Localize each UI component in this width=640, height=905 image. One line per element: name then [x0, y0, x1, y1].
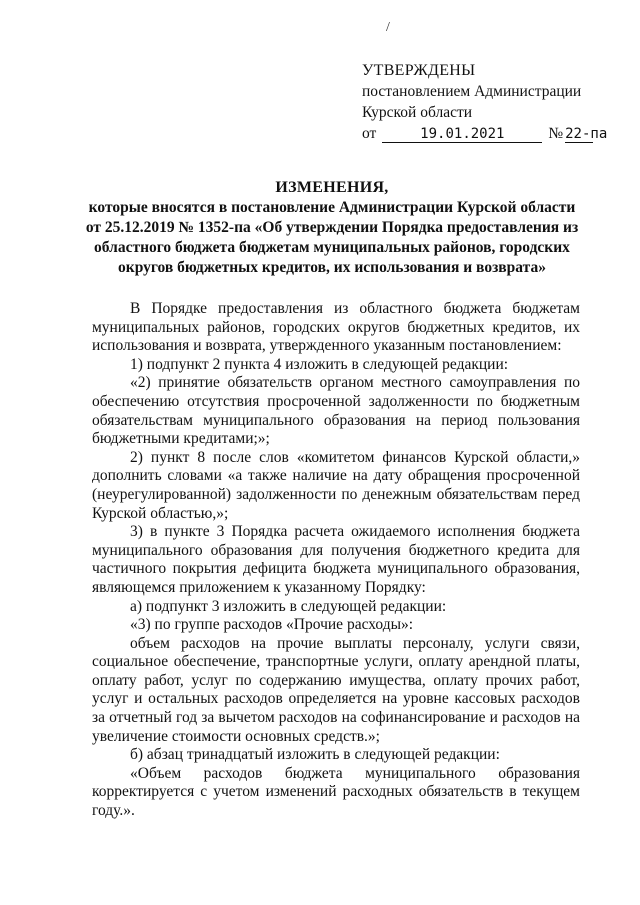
approved-heading: УТВЕРЖДЕНЫ: [362, 62, 476, 79]
document-body: [92, 300, 580, 821]
paragraph: а) подпункт 3 изложить в следующей редакции:: [130, 597, 447, 615]
page-mark: /: [386, 20, 390, 35]
document-title: [82, 178, 582, 278]
number-sign: №: [548, 125, 564, 142]
paragraph: В Порядке предоставления из областного бюджета бюджетам муниципальных районов, городских округов бюджетных кредитов, их использования и возврата, утвержденного указанным постановлением:: [92, 300, 580, 355]
approval-date-row: [362, 123, 608, 144]
decree-number: 22-па: [565, 126, 608, 142]
paragraph: «2) принятие обязательств органом местного самоуправления по обеспечению отсутствия просроченной задолженности по бюджетным обязательствам муниципального образования на период пользования бюджетными кредитами;»;: [92, 374, 580, 448]
from-label: от: [362, 125, 377, 142]
paragraph: 1) подпункт 2 пункта 4 изложить в следующей редакции:: [130, 355, 509, 373]
paragraph: 2) пункт 8 после слов «комитетом финансов Курской области,» дополнить словами «а также наличие на дату обращения просроченной (неурегулированной) задолженности по денежным обязательствам перед Курской областью,»;: [92, 448, 580, 522]
paragraph: «3) по группе расходов «Прочие расходы»:: [130, 616, 414, 634]
approved-region: Курской области: [362, 104, 473, 121]
decree-date: 19.01.2021: [382, 126, 542, 143]
approved-by-decree: постановлением Администрации: [362, 83, 582, 100]
paragraph: 3) в пункте 3 Порядка расчета ожидаемого исполнения бюджета муниципального образования для получения бюджетного кредита для частичного покрытия дефицита бюджета муниципального образования, являющемся приложением к указанному Порядку:: [92, 523, 580, 596]
paragraph: объем расходов на прочие выплаты персоналу, услуги связи, социальное обеспечение, транспортные услуги, оплату арендной платы, оплату работ, услуг по содержанию имущества, оплату прочих работ, услуг и остальных расходов определяется на уровне кассовых расходов за отчетный год за вычетом расходов на софинансирование и расходов на увеличение стоимости основных средств.»;: [92, 634, 580, 745]
title-main: ИЗМЕНЕНИЯ,: [275, 179, 389, 196]
paragraph: «Объем расходов бюджета муниципального образования корректируется с учетом изменений расходных обязательств в текущем году.».: [92, 764, 580, 820]
approval-stamp: [362, 60, 608, 144]
paragraph: б) абзац тринадцатый изложить в следующей редакции:: [130, 746, 500, 764]
title-subtitle: которые вносятся в постановление Администрации Курской области от 25.12.2019 № 1352-па «Об утверждении Порядка предоставления из областного бюджета бюджетам муниципальных районов, городских округов бюджетных кредитов, их использования и возврата»: [85, 199, 579, 276]
